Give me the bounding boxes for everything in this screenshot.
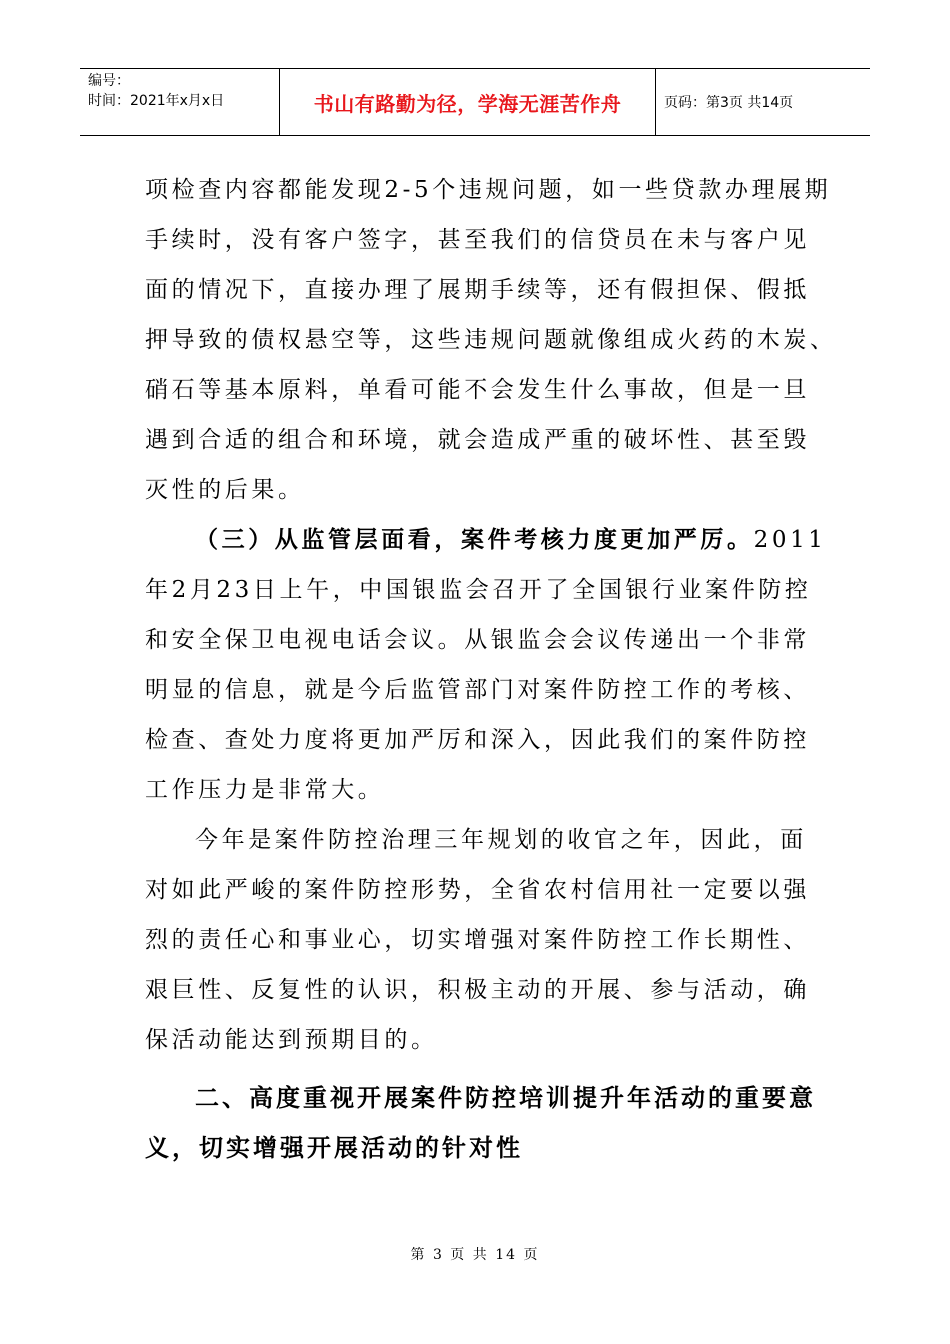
document-body	[145, 165, 837, 1173]
text-line: 工作压力是非常大。	[145, 777, 385, 803]
text-line: 烈的责任心和事业心，切实增强对案件防控工作长期性、	[145, 927, 810, 953]
page-header	[80, 68, 870, 136]
spacer	[145, 1065, 815, 1073]
text-line-first: 今年是案件防控治理三年规划的收官之年，因此，面	[195, 827, 807, 853]
header-motto: 书山有路勤为径，学海无涯苦作舟	[280, 69, 656, 135]
paragraph-1	[145, 165, 837, 515]
text-line: 手续时，没有客户签字，甚至我们的信贷员在未与客户见	[145, 227, 810, 253]
text-line: 押导致的债权悬空等，这些违规问题就像组成火药的木炭、	[145, 327, 837, 353]
text-line: 明显的信息，就是今后监管部门对案件防控工作的考核、	[145, 677, 810, 703]
page-footer: 第 3 页 共 14 页	[410, 1247, 540, 1263]
text-line: 对如此严峻的案件防控形势，全省农村信用社一定要以强	[145, 877, 810, 903]
text-line: 保活动能达到预期目的。	[145, 1027, 438, 1053]
text-line: 面的情况下，直接办理了展期手续等，还有假担保、假抵	[145, 277, 810, 303]
header-page-info: 页码：第3页 共14页	[664, 95, 794, 111]
text-line: 项检查内容都能发现2-5个违规问题，如一些贷款办理展期	[145, 177, 832, 203]
header-meta	[80, 69, 280, 135]
subheading-three: （三）从监管层面看，案件考核力度更加严厉。	[195, 526, 754, 553]
section-2-heading	[145, 1073, 815, 1173]
text-line: 硝石等基本原料，单看可能不会发生什么事故，但是一旦	[145, 377, 810, 403]
text-line: 检查、查处力度将更加严厉和深入，因此我们的案件防控	[145, 727, 810, 753]
year-text: 2011	[753, 527, 827, 553]
text-line: 年2月23日上午，中国银监会召开了全国银行业案件防控	[145, 577, 812, 603]
number-label: 编号：	[88, 73, 130, 89]
section-heading-line: 义，切实增强开展活动的针对性	[145, 1134, 523, 1162]
text-line: 艰巨性、反复性的认识，积极主动的开展、参与活动，确	[145, 977, 810, 1003]
text-line: 和安全保卫电视电话会议。从银监会会议传递出一个非常	[145, 627, 810, 653]
text-line: 灭性的后果。	[145, 477, 305, 503]
paragraph-2	[145, 515, 827, 815]
text-line: 遇到合适的组合和环境，就会造成严重的破坏性、甚至毁	[145, 427, 810, 453]
paragraph-3	[145, 815, 815, 1065]
section-heading-line: 二、高度重视开展案件防控培训提升年活动的重要意	[195, 1084, 816, 1112]
time-label: 时间：2021年x月x日	[88, 93, 225, 109]
text-line-first	[145, 515, 827, 565]
